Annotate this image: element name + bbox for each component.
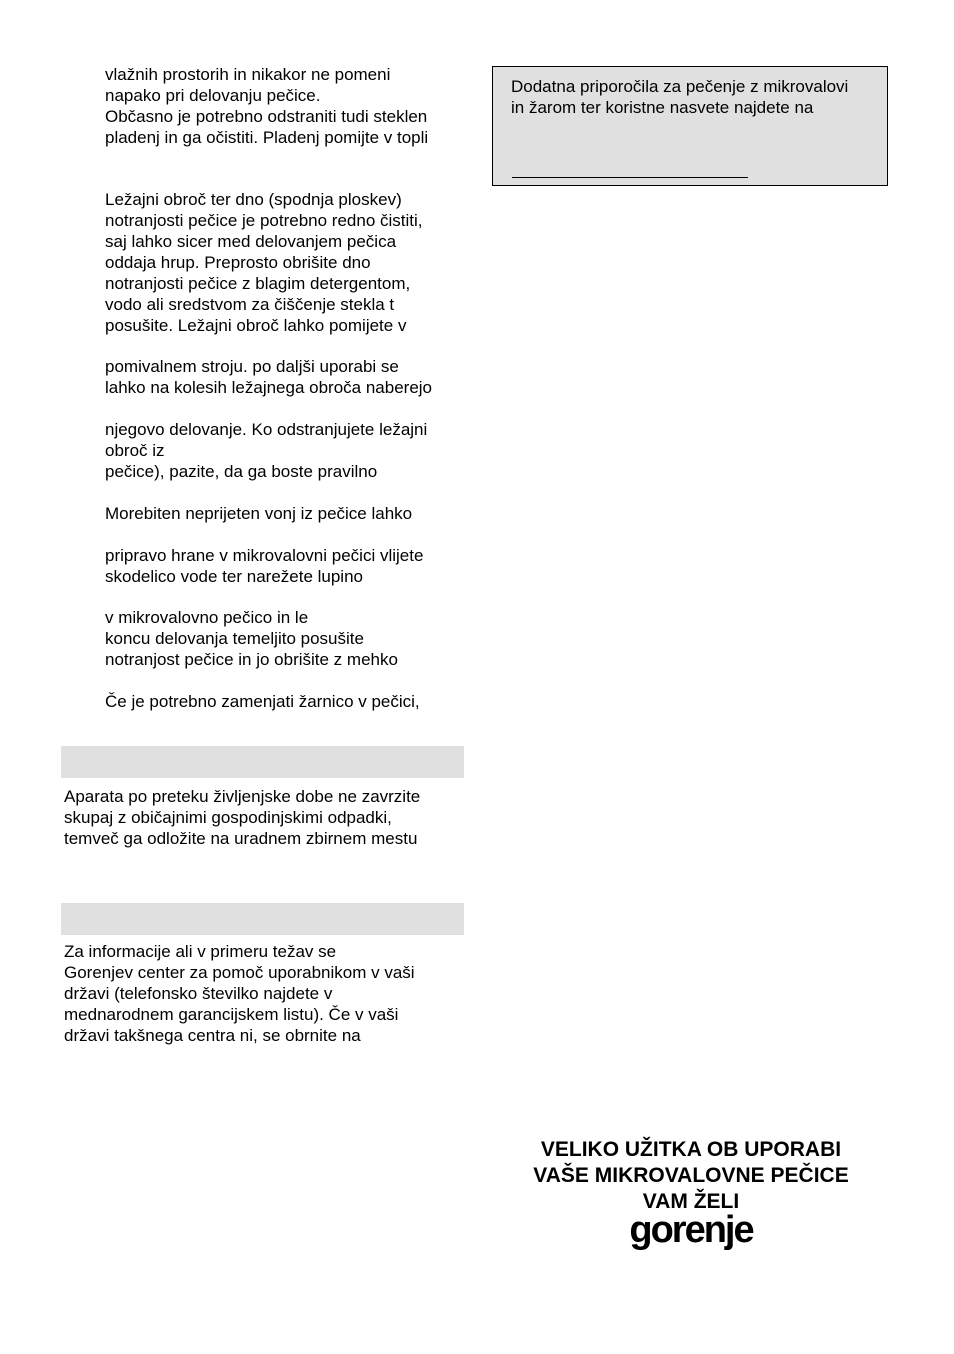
gorenje-logo: gorenje — [629, 1209, 753, 1251]
notice-text: Dodatna priporočila za pečenje z mikrovalovi in žarom ter koristne nasvete najdete na — [511, 77, 849, 117]
paragraph-removal: njegovo delovanje. Ko odstranjujete ležajni obroč iz pečice), pazite, da ga boste pravilno — [105, 420, 428, 481]
paragraph-humidity: vlažnih prostorih in nikakor ne pomeni napako pri delovanju pečice. Občasno je potrebno odstraniti tudi steklen pladenj in ga očistiti. Pladenj pomijte v topli — [105, 65, 429, 147]
section-header-bar-support — [61, 903, 464, 935]
notice-underline — [512, 177, 748, 178]
closing-message: VELIKO UŽITKA OB UPORABI VAŠE MIKROVALOVNE PEČICE VAM ŽELI — [533, 1138, 849, 1213]
paragraph-odor: Morebiten neprijeten vonj iz pečice lahko — [105, 504, 413, 523]
section-header-bar-disposal — [61, 746, 464, 778]
paragraph-disposal: Aparata po preteku življenjske dobe ne zavrzite skupaj z običajnimi gospodinjskimi odpadki, temveč ga odložite na uradnem zbirnem mestu — [64, 787, 421, 848]
paragraph-bulb: Če je potrebno zamenjati žarnico v pečici, — [105, 692, 420, 711]
paragraph-roller-ring: Ležajni obroč ter dno (spodnja ploskev) notranjosti pečice je potrebno redno čistiti, saj lahko sicer med delovanjem pečica oddaja hrup. Preprosto obrišite dno notranjosti pečice z blagim detergentom, vodo ali sredstvom za čiščenje stekla t posušite. Ležajni obroč lahko pomijete v — [105, 190, 423, 335]
paragraph-dishwasher: pomivalnem stroju. po daljši uporabi se lahko na kolesih ležajnega obroča naberejo — [105, 357, 433, 397]
paragraph-water-cup: pripravo hrane v mikrovalovni pečici vlijete skodelico vode ter narežete lupino — [105, 546, 424, 586]
notice-box — [492, 66, 888, 186]
paragraph-support: Za informacije ali v primeru težav se Gorenjev center za pomoč uporabnikom v vaši državi (telefonsko številko najdete v mednarodnem garancijskem listu). Če v vaši državi takšnega centra ni, se obrnite na — [64, 942, 415, 1045]
paragraph-drying: v mikrovalovno pečico in le koncu delovanja temeljito posušite notranjost pečice in jo obrišite z mehko — [105, 608, 398, 669]
